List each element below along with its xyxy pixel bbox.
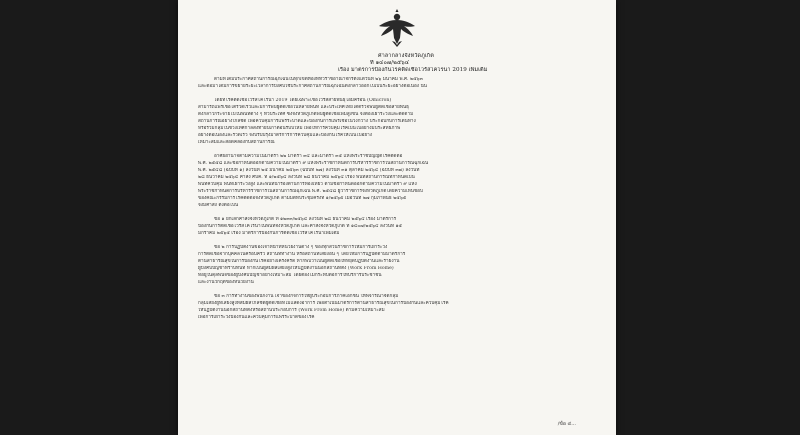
body-line-p2-2: สามารถแพร่เชื้อได้รวดเร็วและมีการพบผู้ติดเชื้อในหลายพื้นที่ และประเทศไทยได้ตรวจพบผู้ติดเชื้อสายพันธุ์ [198,105,409,110]
body-line-p3-4: ๒๘ ธันวาคม ๒๕๖๔ คำสั่ง ศบค. ที่ ๑/๒๕๖๔ ลงวันที่ ๒๘ ธันวาคม ๒๕๖๔ เรื่อง พื้นที่สถานการณ์ที่กำหนดเป็น [198,175,415,180]
body-line-p1-1: ตามที่ได้มีประกาศสถานการณ์ฉุกเฉินในทุกเขตท้องที่ทั่วราชอาณาจักรตั้งแต่วันที่ ๒๖ มีนาคม พ.ศ. ๒๕๖๓ [214,77,423,82]
body-line-c2-2: การติดเชื้อจากบุคคลในครอบครัว สถานที่ทำงาน หรือสถานที่เสี่ยงอื่น ๆ โดยให้มีการปฏิบัติตามมาตรการ [198,252,406,257]
body-line-p1-2: และต่อมาได้มีการขยายระยะเวลาการบังคับใช้ประกาศสถานการณ์ฉุกเฉินดังกล่าวออกไปเป็นระยะอย่างต่อเนื่อง นั้น [198,84,427,89]
body-line-c3-2: กลุ่มเสี่ยงผู้ที่เสี่ยงสูงที่สัมผัสใกล้ชิดผู้ติดเชื้อที่ไม่แสดงอาการ เพื่อดำเนินมาตรการด้านสาธารณสุขในการป้องกันและควบคุมโรค [198,301,449,306]
body-line-c2-4: ผู้บังคับบัญชาทราบทันที หากเป็นผู้สัมผัสเสี่ยงสูงให้ปฏิบัติงานนอกสถานที่ตั้ง (Work From Home) [198,266,394,271]
body-line-c2-6: และงานวิกฤติของหน่วยงาน [198,280,254,285]
page-continuation-marker: /ข้อ ๔... [557,421,576,427]
document-number: ที่ ๑๔๐๗/๒๕๖๔ [370,60,410,66]
body-line-c1-1: ข้อ ๑ ยกเลิกคำสั่งจังหวัดภูเก็ต ที่ ๑๒๓๓/๒๕๖๔ ลงวันที่ ๒๘ ธันวาคม ๒๕๖๔ เรื่อง มาตรการ [214,217,397,222]
body-line-c3-1: ข้อ ๓ การทำงานของพนักงาน เจ้าของกิจการให้ผู้ประกอบการภาคเอกชน ให้พิจารณาจัดกลุ่ม [214,294,399,299]
body-line-p3-8: จึงมีคำสั่ง ดังต่อไปนี้ [198,203,239,208]
body-line-p3-3: พ.ศ. ๒๕๔๘ (ฉบับที่ ๑) ลงวันที่ ๒๕ มีนาคม ๒๕๖๓ (ฉบับที่ ๒๗) ลงวันที่ ๓๑ ตุลาคม ๒๕๖๔ (ฉบับที่ ๓๗) ลงวันที่ [198,168,420,173]
body-line-p3-7: ของคณะกรรมการโรคติดต่อจังหวัดภูเก็ต ตามมติที่ประชุมครั้งที่ ๑/๒๕๖๕ เมื่อวันที่ ๒๗ กุมภาพันธ์ ๒๕๖๕ [198,196,407,201]
body-line-c2-1: ข้อ ๒ การปฏิบัติงานของเจ้าหน้าที่หน่วยงานต่าง ๆ ของทุกส่วนราชการให้มีการเฝ้าระวัง [214,245,388,250]
body-line-c1-2: ป้องกันการติดเชื้อไวรัสโคโรนาในพื้นที่จังหวัดภูเก็ต และคำสั่งจังหวัดภูเก็ต ที่ ๑๔๐๗/๒๕๖๔ ลงวันที่ ๑๕ [198,224,403,229]
body-line-c3-4: เพื่อการเฝ้าระวังป้องกันและควบคุมการแพร่ระบาดของโรค [198,315,315,320]
garuda-emblem-icon [377,8,417,48]
body-line-p3-5: พื้นที่ควบคุม พื้นที่เฝ้าระวังสูง และพื้นที่นำร่องด้านการท่องเที่ยว ตามข้อกำหนดออกตามความในมาตรา ๙ แห่ง [198,182,417,187]
document-subject: เรื่อง มาตรการป้องกันโรคติดเชื้อไวรัสโคโรนา 2019 เพิ่มเติม [338,67,488,73]
body-line-c2-3: ด้านสาธารณสุขในการป้องกันโรคอย่างเคร่งครัด หากพบว่าเป็นผู้ติดเชื้อให้หยุดปฏิบัติงานและรายงาน [198,259,400,264]
office-name: ศาลากลางจังหวัดภูเก็ต [378,53,434,59]
body-line-c3-3: ให้ปฏิบัติงานนอกสถานที่ตั้งหรือสถานประกอบการ (Work From Home) ตามความเหมาะสม [198,308,385,313]
body-line-p2-7: เหมาะสมและสอดคล้องกับสถานการณ์ [198,140,275,145]
document-page [178,0,616,435]
body-line-c2-5: ที่อยู่ในดุลพินิจของผู้บังคับบัญชาอย่างเหมาะสม โดยต้องไม่กระทบต่อการให้บริการประชาชน [198,273,382,278]
body-line-p2-6: อย่างต่อเนื่องและรวดเร็ว จึงปรับปรุงมาตรการการควบคุมและป้องกันโรคให้เป็นไปอย่าง [198,133,373,138]
body-line-p3-6: พระราชกำหนดการบริหารราชการในสถานการณ์ฉุกเฉิน พ.ศ. ๒๕๔๘ ผู้ว่าราชการจังหวัดภูเก็ตโดยความเห็นชอบ [198,189,423,194]
body-line-p2-5: หรือรวมกลุ่มในช่วงเทศกาลส่งท้ายปีเก่าต้อนรับปีใหม่ เพื่อให้การควบคุมโรคเป็นไปอย่างมีประสิทธิภาพ [198,126,401,131]
body-line-p3-2: พ.ศ. ๒๕๕๘ และข้อกำหนดออกตามความในมาตรา ๙ แห่งพระราชกำหนดการบริหารราชการในสถานการณ์ฉุกเฉิน [198,161,429,166]
body-line-p2-1: โดยที่โรคติดเชื้อไวรัสโคโรนา 2019 โดยเฉพาะเชื้อไวรัสสายพันธุ์โอมิครอน (Omicron) [214,98,392,103]
body-line-c1-3: มกราคม ๒๕๖๕ เรื่อง มาตรการป้องกันการติดเชื้อไวรัสโคโรนาเพิ่มเติม [198,231,340,236]
body-line-p3-1: อาศัยอำนาจตามความในมาตรา ๒๒ มาตรา ๓๔ และมาตรา ๓๕ แห่งพระราชบัญญัติโรคติดต่อ [214,154,403,159]
body-line-p2-4: สถานการณ์อย่างใกล้ชิด เพื่อควบคุมการแพร่ระบาดและป้องกันการแพร่เชื้อในวงกว้าง ประกอบกับการเดินทาง [198,119,416,124]
body-line-p2-3: ดังกล่าวกระจายไปในพื้นที่ต่าง ๆ ทั่วประเทศ ซึ่งจังหวัดภูเก็ตพบผู้ติดเชื้อเพิ่มสูงขึ้น จึงต้องเฝ้าระวังและติดตาม [198,112,414,117]
